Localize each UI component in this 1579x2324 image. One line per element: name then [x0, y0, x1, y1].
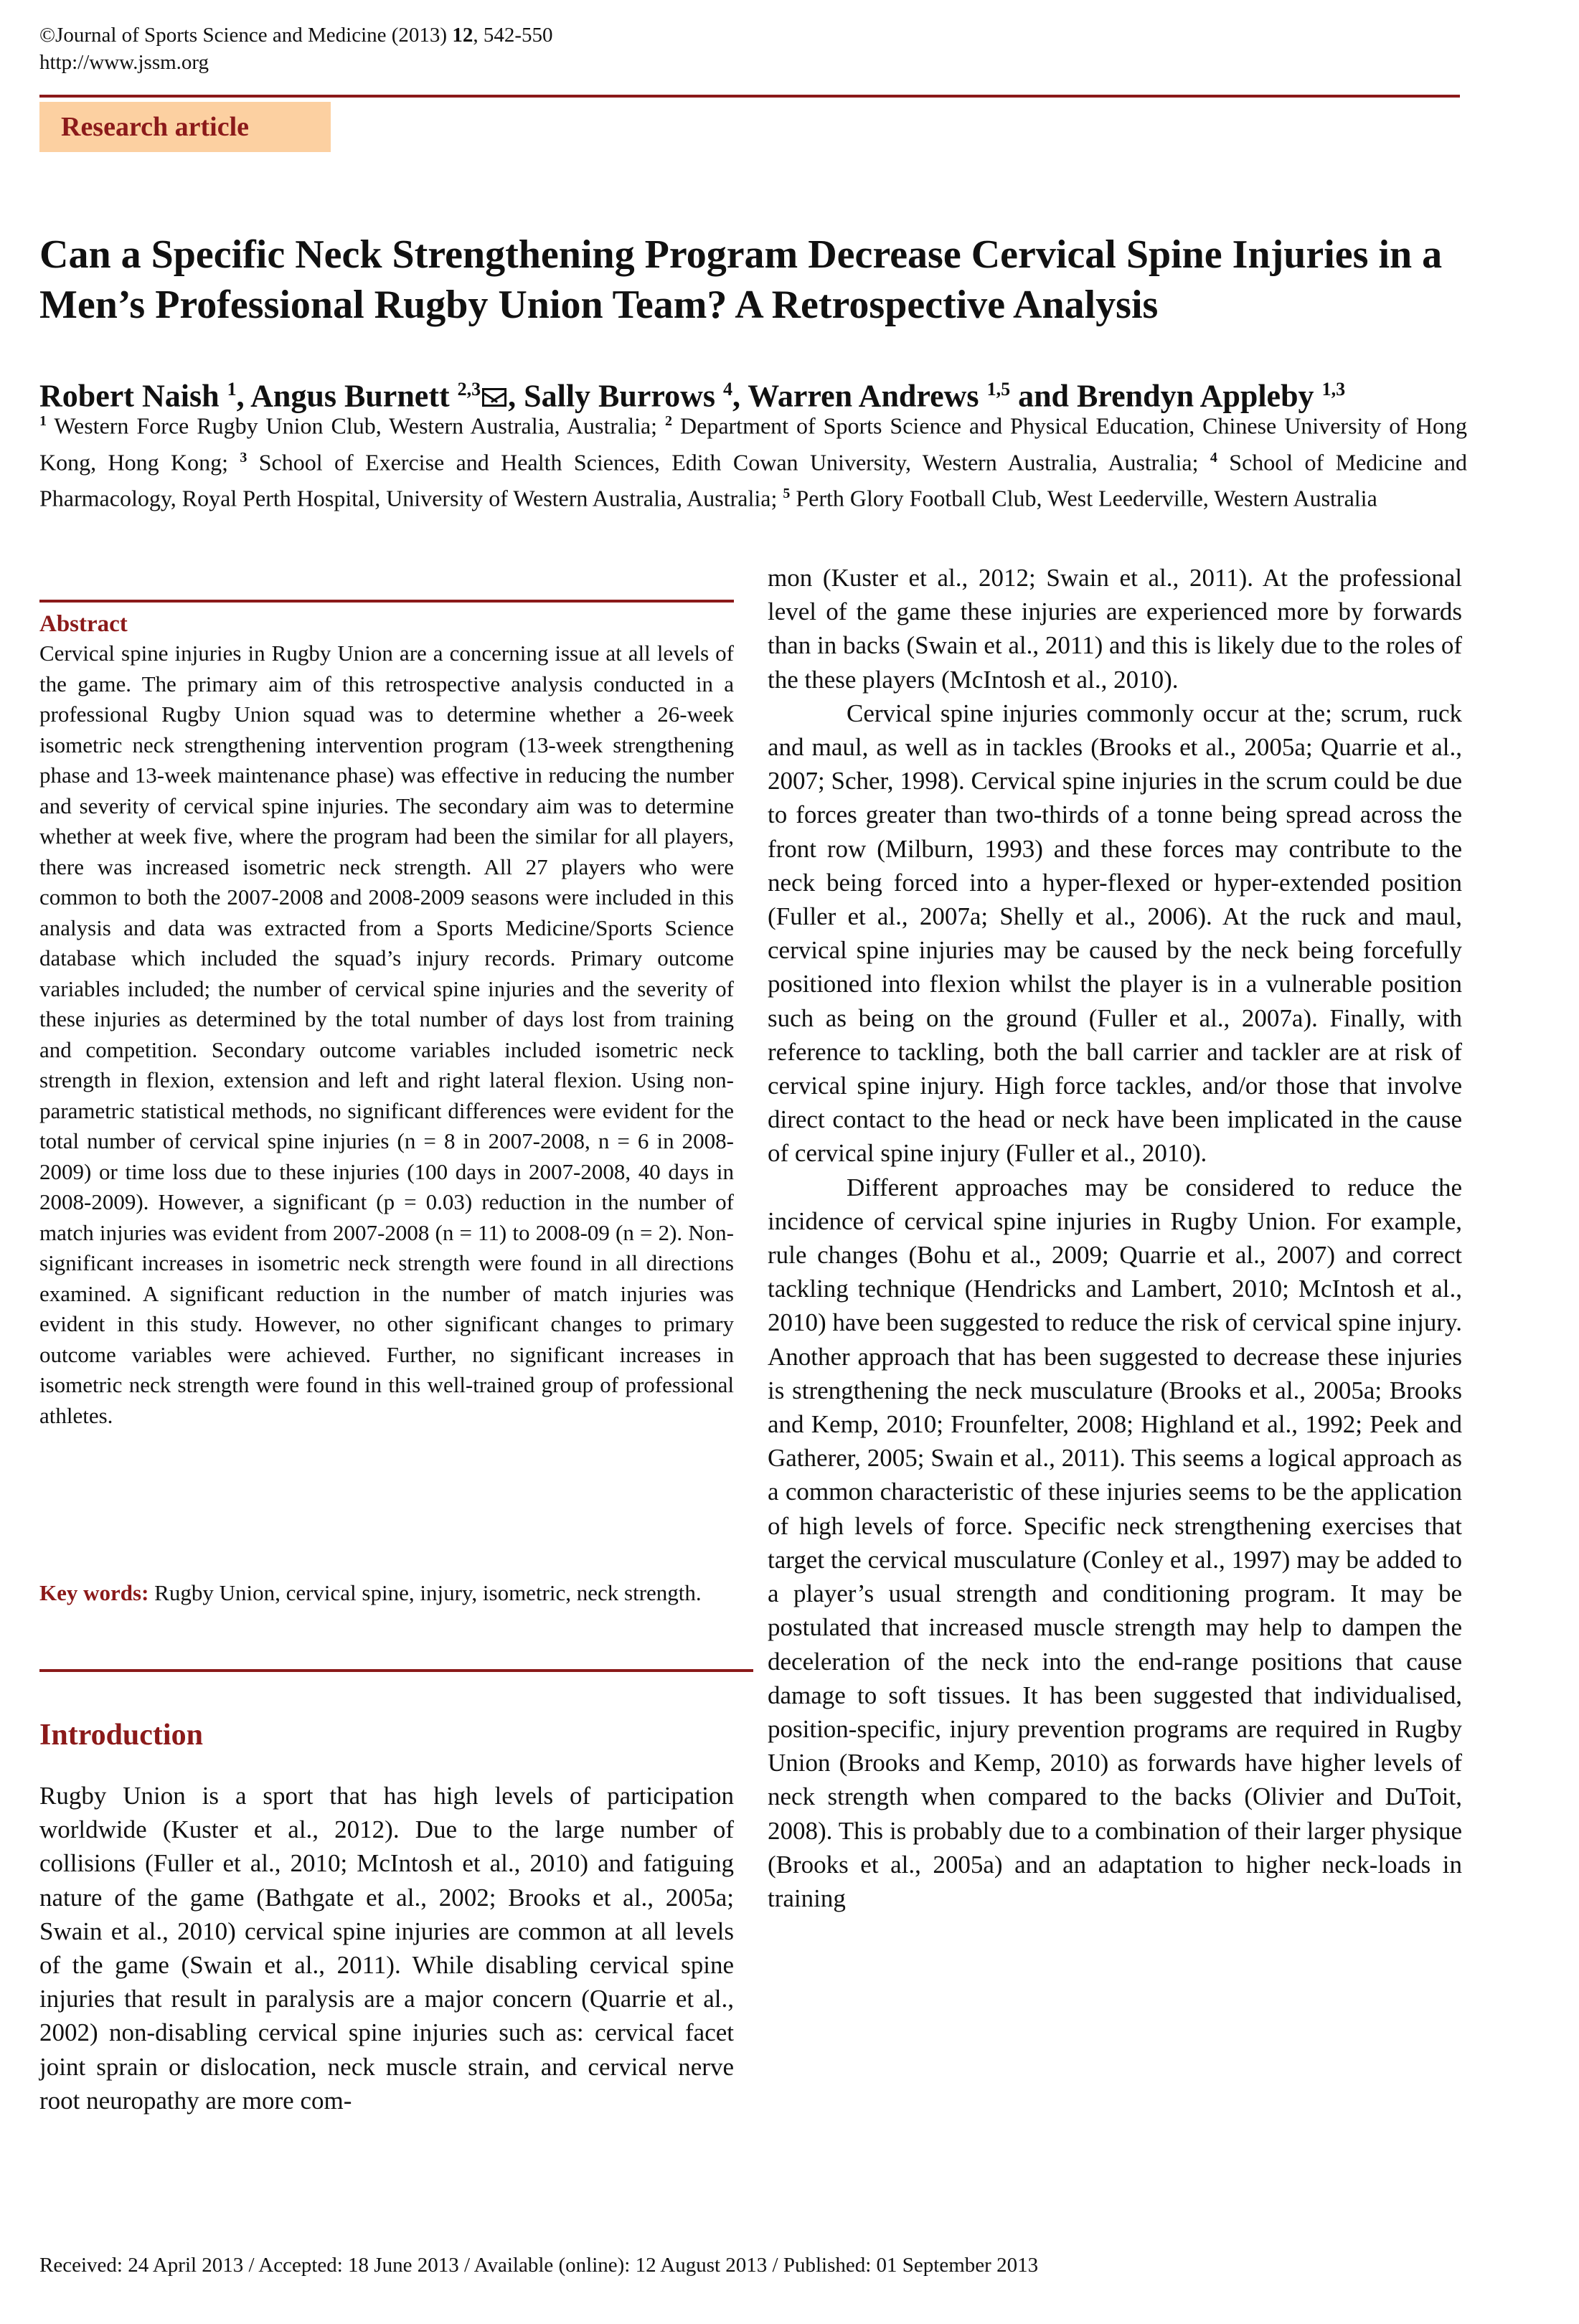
article-type-badge	[39, 102, 331, 152]
right-column	[768, 561, 1462, 1915]
journal-url[interactable]: http://www.jssm.org	[39, 51, 209, 74]
keywords-text: Rugby Union, cervical spine, injury, isometric, neck strength.	[149, 1580, 702, 1605]
article-type-label: Research article	[61, 112, 250, 142]
author-name: Sally Burrows	[524, 378, 724, 414]
author-affiliation-mark: 1,5	[986, 379, 1011, 400]
journal-citation: ©Journal of Sports Science and Medicine (2013) 12, 542-550	[39, 24, 553, 47]
affiliations: $^1$ Western Force Rugby Union Club, Western Australia, Australia; $^2$ Department of Sports Science and Physical Education, Chinese University of Hong Kong, Hong Kong; $^3$ School of Exercise and Health Sciences, Edith Cowan University, Western Australia, Australia; $^4$ School of Medicine and Pharmacology, Royal Perth Hospital, University of Western Australia, Australia; $^5$ Perth Glory Football Club, West Leederville, Western Australia	[39, 412, 1468, 511]
paragraph: Different approaches may be considered to reduce the incidence of cervical spine injuries in Rugby Union. For example, rule changes (Bohu et al., 2009; Quarrie et al., 2007) and correct tackling technique (Hendricks and Lambert, 2010; McIntosh et al., 2010) have been suggested to reduce the risk of cervical spine injury. Another approach that has been suggested to decrease these injuries is strengthening the neck musculature (Brooks et al., 2005a; Brooks and Kemp, 2010; Frounfelter, 2008; Highland et al., 1992; Peek and Gatherer, 2005; Swain et al., 2011). This seems a logical approach as a common characteristic of these injuries seems to be the application of high levels of force. Specific neck strengthening exercises that target the cervical musculature (Conley et al., 1997) may be added to a player’s usual strength and conditioning program. It may be postulated that increased muscle strength may help to dampen the deceleration of the neck into the end-range positions that cause damage to soft tissues. It has been suggested that individualised, position-specific, injury prevention programs are required in Rugby Union (Brooks and Kemp, 2010) as forwards have higher levels of neck strength when compared to the backs (Olivier and DuToit, 2008). This is probably due to a combination of their larger physique (Brooks et al., 2005a) and an adaptation to higher neck-loads in training	[768, 1173, 1462, 1912]
author-affiliation-mark: 4	[723, 379, 733, 400]
author-affiliation-mark: 1	[227, 379, 237, 400]
author-name: Warren Andrews	[748, 378, 987, 414]
keywords	[39, 1578, 734, 1609]
paragraph: mon (Kuster et al., 2012; Swain et al., 2011). At the professional level of the game these injuries are experienced more by forwards than in backs (Swain et al., 2011) and this is likely due to the roles of the these players (McIntosh et al., 2010).	[768, 564, 1462, 694]
abstract-body	[39, 638, 734, 1431]
email-icon[interactable]	[482, 388, 506, 407]
keywords-label: Key words:	[39, 1580, 149, 1605]
journal-volume: 12	[452, 24, 473, 47]
abstract-top-rule	[39, 600, 734, 603]
author-affiliation-mark: 2,3	[457, 379, 481, 400]
publication-dates-footer: Received: 24 April 2013 / Accepted: 18 June 2013 / Available (online): 12 August 2013 / Published: 01 September 2013	[39, 2254, 1039, 2277]
author-affiliation-mark: 1,3	[1321, 379, 1346, 400]
article-title: Can a Specific Neck Strengthening Program Decrease Cervical Spine Injuries in a Men’s Professional Rugby Union Team? A Retrospective Analysis	[39, 232, 1443, 327]
header-rule	[39, 95, 1460, 98]
author-list: Robert Naish $^1$, Angus Burnett $^{2,3}$ , Sally Burrows $^4$, Warren Andrews $^{1,5}$ and Brendyn Appleby $^{1,3}$	[39, 378, 1346, 414]
author-name: Brendyn Appleby	[1077, 378, 1322, 414]
paragraph: Rugby Union is a sport that has high levels of participation worldwide (Kuster et al., 2012). Due to the large number of collisions (Fuller et al., 2010; McIntosh et al., 2010) and fatiguing nature of the game (Bathgate et al., 2002; Brooks et al., 2005a; Swain et al., 2010) cervical spine injuries are common at all levels of the game (Swain et al., 2011). While disabling cervical spine injuries that result in paralysis are a major concern (Quarrie et al., 2002) non-disabling cervical spine injuries such as: cervical facet joint sprain or dislocation, neck muscle strain, and cervical nerve root neuropathy are more com-	[39, 1782, 734, 2115]
introduction-body	[39, 1779, 734, 2117]
abstract-heading: Abstract	[39, 611, 128, 637]
paragraph: Cervical spine injuries commonly occur at the; scrum, ruck and maul, as well as in tackles (Brooks et al., 2005a; Quarrie et al., 2007; Scher, 1998). Cervical spine injuries in the scrum could be due to forces greater than two-thirds of a tonne being spread across the front row (Milburn, 1993) and these forces may contribute to the neck being forced into a hyper-flexed or hyper-extended position (Fuller et al., 2007a; Shelly et al., 2006). At the ruck and maul, cervical spine injuries may be caused by the neck being forcefully positioned into flexion whilst the player is in a vulnerable position such as being on the ground (Fuller et al., 2007a). Finally, with reference to tackling, both the ball carrier and tackler are at risk of cervical spine injury. High force tackles, and/or those that involve direct contact to the head or neck have been implicated in the cause of cervical spine injury (Fuller et al., 2010).	[768, 699, 1462, 1168]
author-name: Robert Naish	[39, 378, 227, 414]
author-name: Angus Burnett	[250, 378, 458, 414]
abstract-text: Cervical spine injuries in Rugby Union are a concerning issue at all levels of the game. The primary aim of this retrospective analysis conducted in a professional Rugby Union squad was to determine whether a 26-week isometric neck strengthening intervention program (13-week strengthening phase and 13-week maintenance phase) was effective in reducing the number and severity of cervical spine injuries. The secondary aim was to determine whether at week five, where the program had been the similar for all players, there was increased isometric neck strength. All 27 players who were common to both the 2007-2008 and 2008-2009 seasons were included in this analysis and data was extracted from a Sports Medicine/Sports Science database which included the squad’s injury records. Primary outcome variables included; the number of cervical spine injuries and the severity of these injuries as determined by the total number of days lost from training and competition. Secondary outcome variables included isometric neck strength in flexion, extension and left and right lateral flexion. Using non-parametric statistical methods, no significant differences were evident for the total number of cervical spine injuries (n = 8 in 2007-2008, n = 6 in 2008-2009) or time loss due to these injuries (100 days in 2007-2008, 40 days in 2008-2009). However, a significant (p = 0.03) reduction in the number of match injuries was evident from 2007-2008 (n = 11) to 2008-09 (n = 2). Non-significant increases in isometric neck strength were found in all directions examined. A significant reduction in the number of match injuries was evident in this study. However, no other significant changes to primary outcome variables were achieved. Further, no significant increases in isometric neck strength were found in this well-trained group of professional athletes.	[39, 641, 734, 1428]
introduction-heading: Introduction	[39, 1719, 203, 1752]
journal-header	[39, 22, 553, 76]
abstract-bottom-rule	[39, 1669, 753, 1672]
